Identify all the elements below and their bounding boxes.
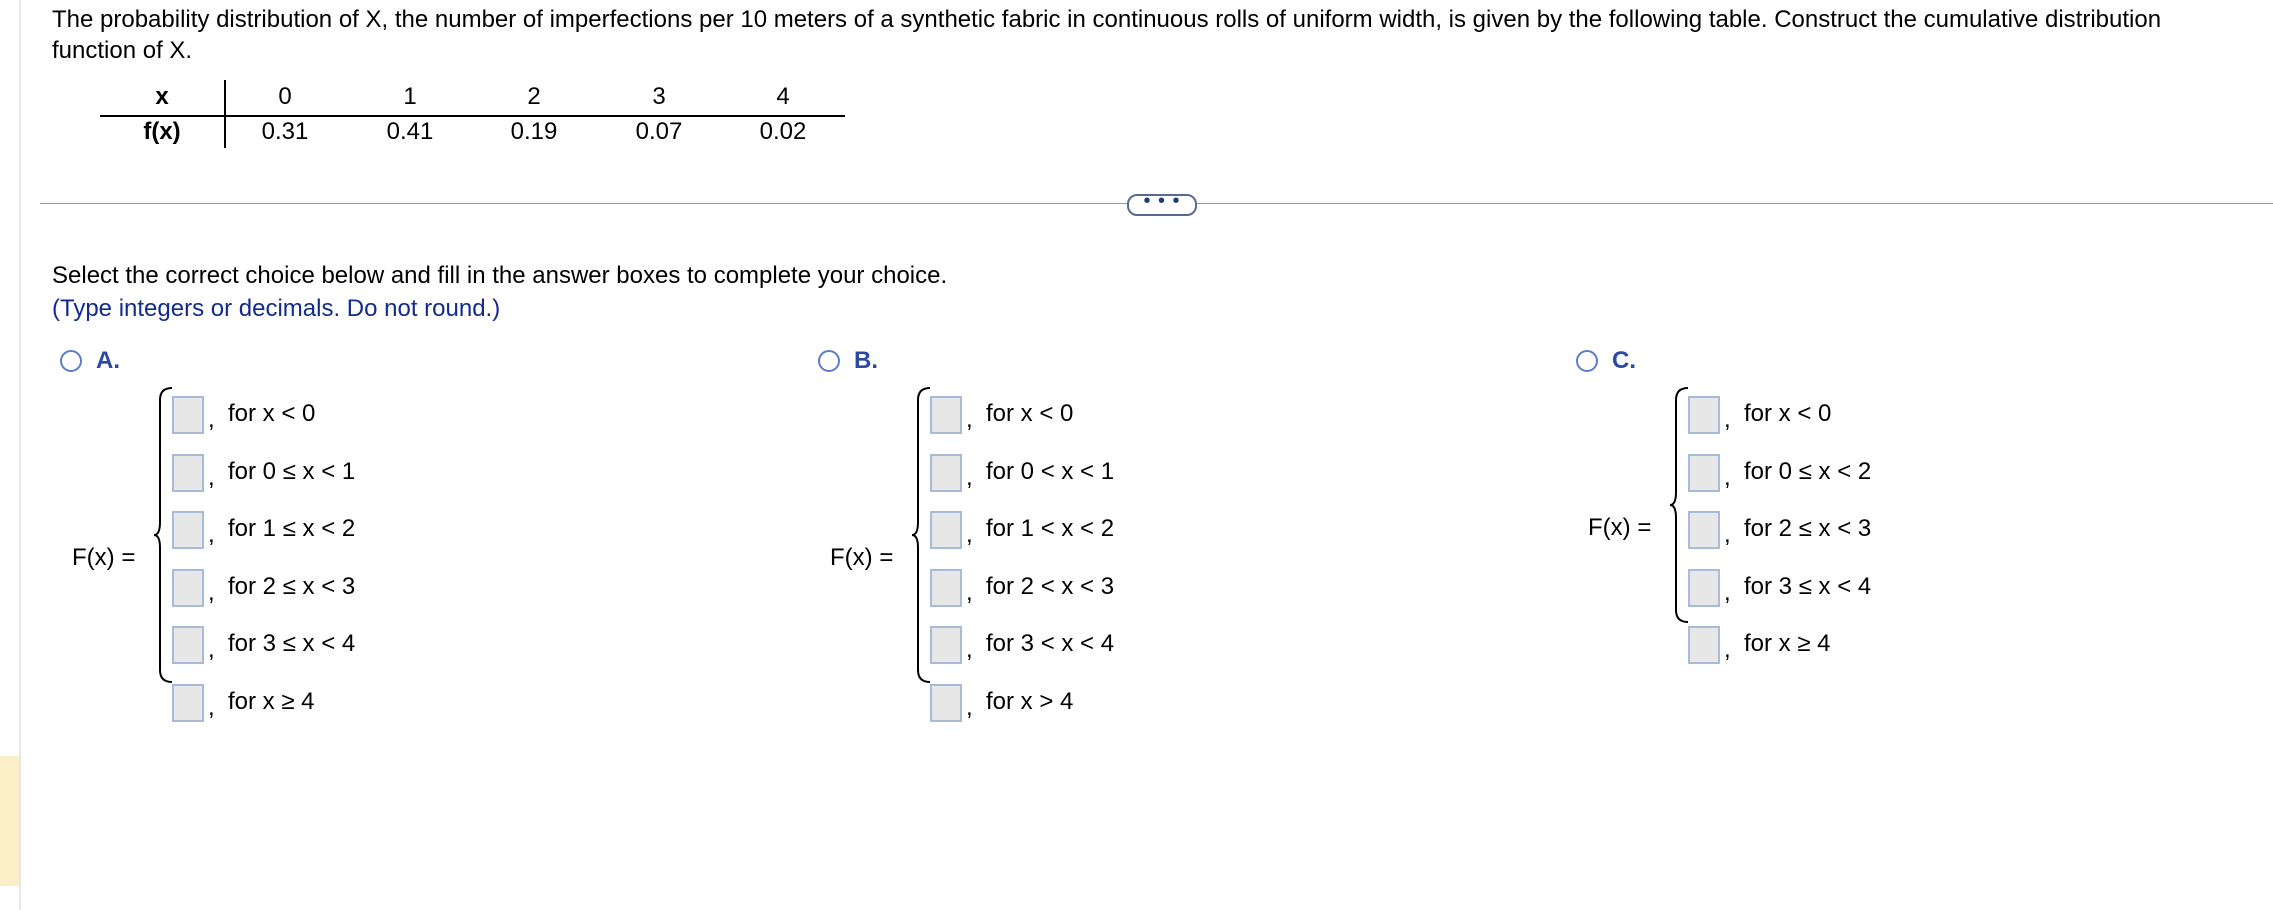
row-condition: for x > 4 (986, 688, 1074, 715)
row-condition: for 1 < x < 2 (986, 515, 1115, 542)
answer-input[interactable] (930, 684, 962, 722)
table-fx-value: 0.41 (386, 118, 434, 145)
answer-input[interactable] (172, 569, 204, 607)
row-comma: , (966, 694, 973, 721)
answer-input[interactable] (1688, 396, 1720, 434)
row-condition: for 0 ≤ x < 2 (1744, 458, 1872, 485)
row-condition: for x ≥ 4 (1744, 630, 1831, 657)
choice-b-letter: B. (854, 347, 878, 374)
row-condition: for 0 ≤ x < 1 (228, 458, 356, 485)
fx-label: F(x) = (830, 544, 894, 571)
table-fx-header: f(x) (143, 118, 181, 145)
row-comma: , (966, 464, 973, 491)
expand-more-button[interactable]: • • • (1127, 194, 1197, 216)
left-panel-highlight (0, 756, 19, 886)
answer-input[interactable] (172, 396, 204, 434)
choice-c-radio[interactable] (1576, 350, 1598, 372)
row-comma: , (966, 521, 973, 548)
table-x-value: 1 (403, 83, 417, 110)
answer-input[interactable] (930, 454, 962, 492)
row-condition: for 3 ≤ x < 4 (1744, 573, 1872, 600)
row-comma: , (208, 521, 215, 548)
choice-c (1572, 344, 2272, 744)
choice-a-radio[interactable] (60, 350, 82, 372)
distribution-table (100, 80, 845, 150)
row-comma: , (1724, 464, 1731, 491)
choice-b-radio[interactable] (818, 350, 840, 372)
row-comma: , (1724, 521, 1731, 548)
row-condition: for x < 0 (986, 400, 1074, 427)
answer-input[interactable] (1688, 569, 1720, 607)
choice-b (814, 344, 1514, 744)
row-comma: , (208, 464, 215, 491)
table-fx-value: 0.07 (635, 118, 683, 145)
table-x-value: 2 (527, 83, 541, 110)
fx-label: F(x) = (1588, 514, 1652, 541)
fx-label: F(x) = (72, 544, 136, 571)
answer-input[interactable] (172, 626, 204, 664)
answer-input[interactable] (930, 511, 962, 549)
hint-text: (Type integers or decimals. Do not round.) (52, 295, 501, 322)
row-comma: , (208, 406, 215, 433)
row-comma: , (1724, 406, 1731, 433)
row-condition: for x ≥ 4 (228, 688, 315, 715)
table-x-value: 4 (776, 83, 790, 110)
answer-input[interactable] (930, 396, 962, 434)
row-comma: , (966, 579, 973, 606)
answer-input[interactable] (1688, 626, 1720, 664)
row-condition: for 3 < x < 4 (986, 630, 1115, 657)
question-text: The probability distribution of X, the number of imperfections per 10 meters of a synthetic fabric in continuous rolls of uniform width, is given by the following table. Construct the cumulative distribution function of X. (52, 6, 2162, 64)
row-comma: , (966, 406, 973, 433)
answer-input[interactable] (172, 511, 204, 549)
answer-input[interactable] (930, 569, 962, 607)
row-comma: , (208, 579, 215, 606)
answer-input[interactable] (172, 684, 204, 722)
row-comma: , (1724, 636, 1731, 663)
row-comma: , (208, 636, 215, 663)
row-condition: for x < 0 (1744, 400, 1832, 427)
row-condition: for 0 < x < 1 (986, 458, 1115, 485)
left-brace-icon (1668, 386, 1690, 624)
table-x-value: 0 (278, 83, 292, 110)
instruction-text: Select the correct choice below and fill in the answer boxes to complete your choice. (52, 262, 948, 289)
row-comma: , (208, 694, 215, 721)
row-condition: for 2 ≤ x < 3 (1744, 515, 1872, 542)
answer-input[interactable] (1688, 454, 1720, 492)
row-condition: for 3 ≤ x < 4 (228, 630, 356, 657)
answer-input[interactable] (930, 626, 962, 664)
table-fx-value: 0.31 (261, 118, 309, 145)
row-comma: , (966, 636, 973, 663)
answer-input[interactable] (1688, 511, 1720, 549)
row-condition: for 2 ≤ x < 3 (228, 573, 356, 600)
row-condition: for x < 0 (228, 400, 316, 427)
table-x-header: x (155, 83, 169, 110)
table-x-value: 3 (652, 83, 666, 110)
left-brace-icon (152, 386, 174, 684)
row-comma: , (1724, 579, 1731, 606)
table-fx-value: 0.19 (510, 118, 558, 145)
row-condition: for 1 ≤ x < 2 (228, 515, 356, 542)
choice-c-letter: C. (1612, 347, 1636, 374)
table-column-rule (224, 80, 226, 148)
left-brace-icon (910, 386, 932, 684)
table-fx-value: 0.02 (759, 118, 807, 145)
row-condition: for 2 < x < 3 (986, 573, 1115, 600)
choice-a (56, 344, 756, 744)
answer-input[interactable] (172, 454, 204, 492)
choice-a-letter: A. (96, 347, 120, 374)
